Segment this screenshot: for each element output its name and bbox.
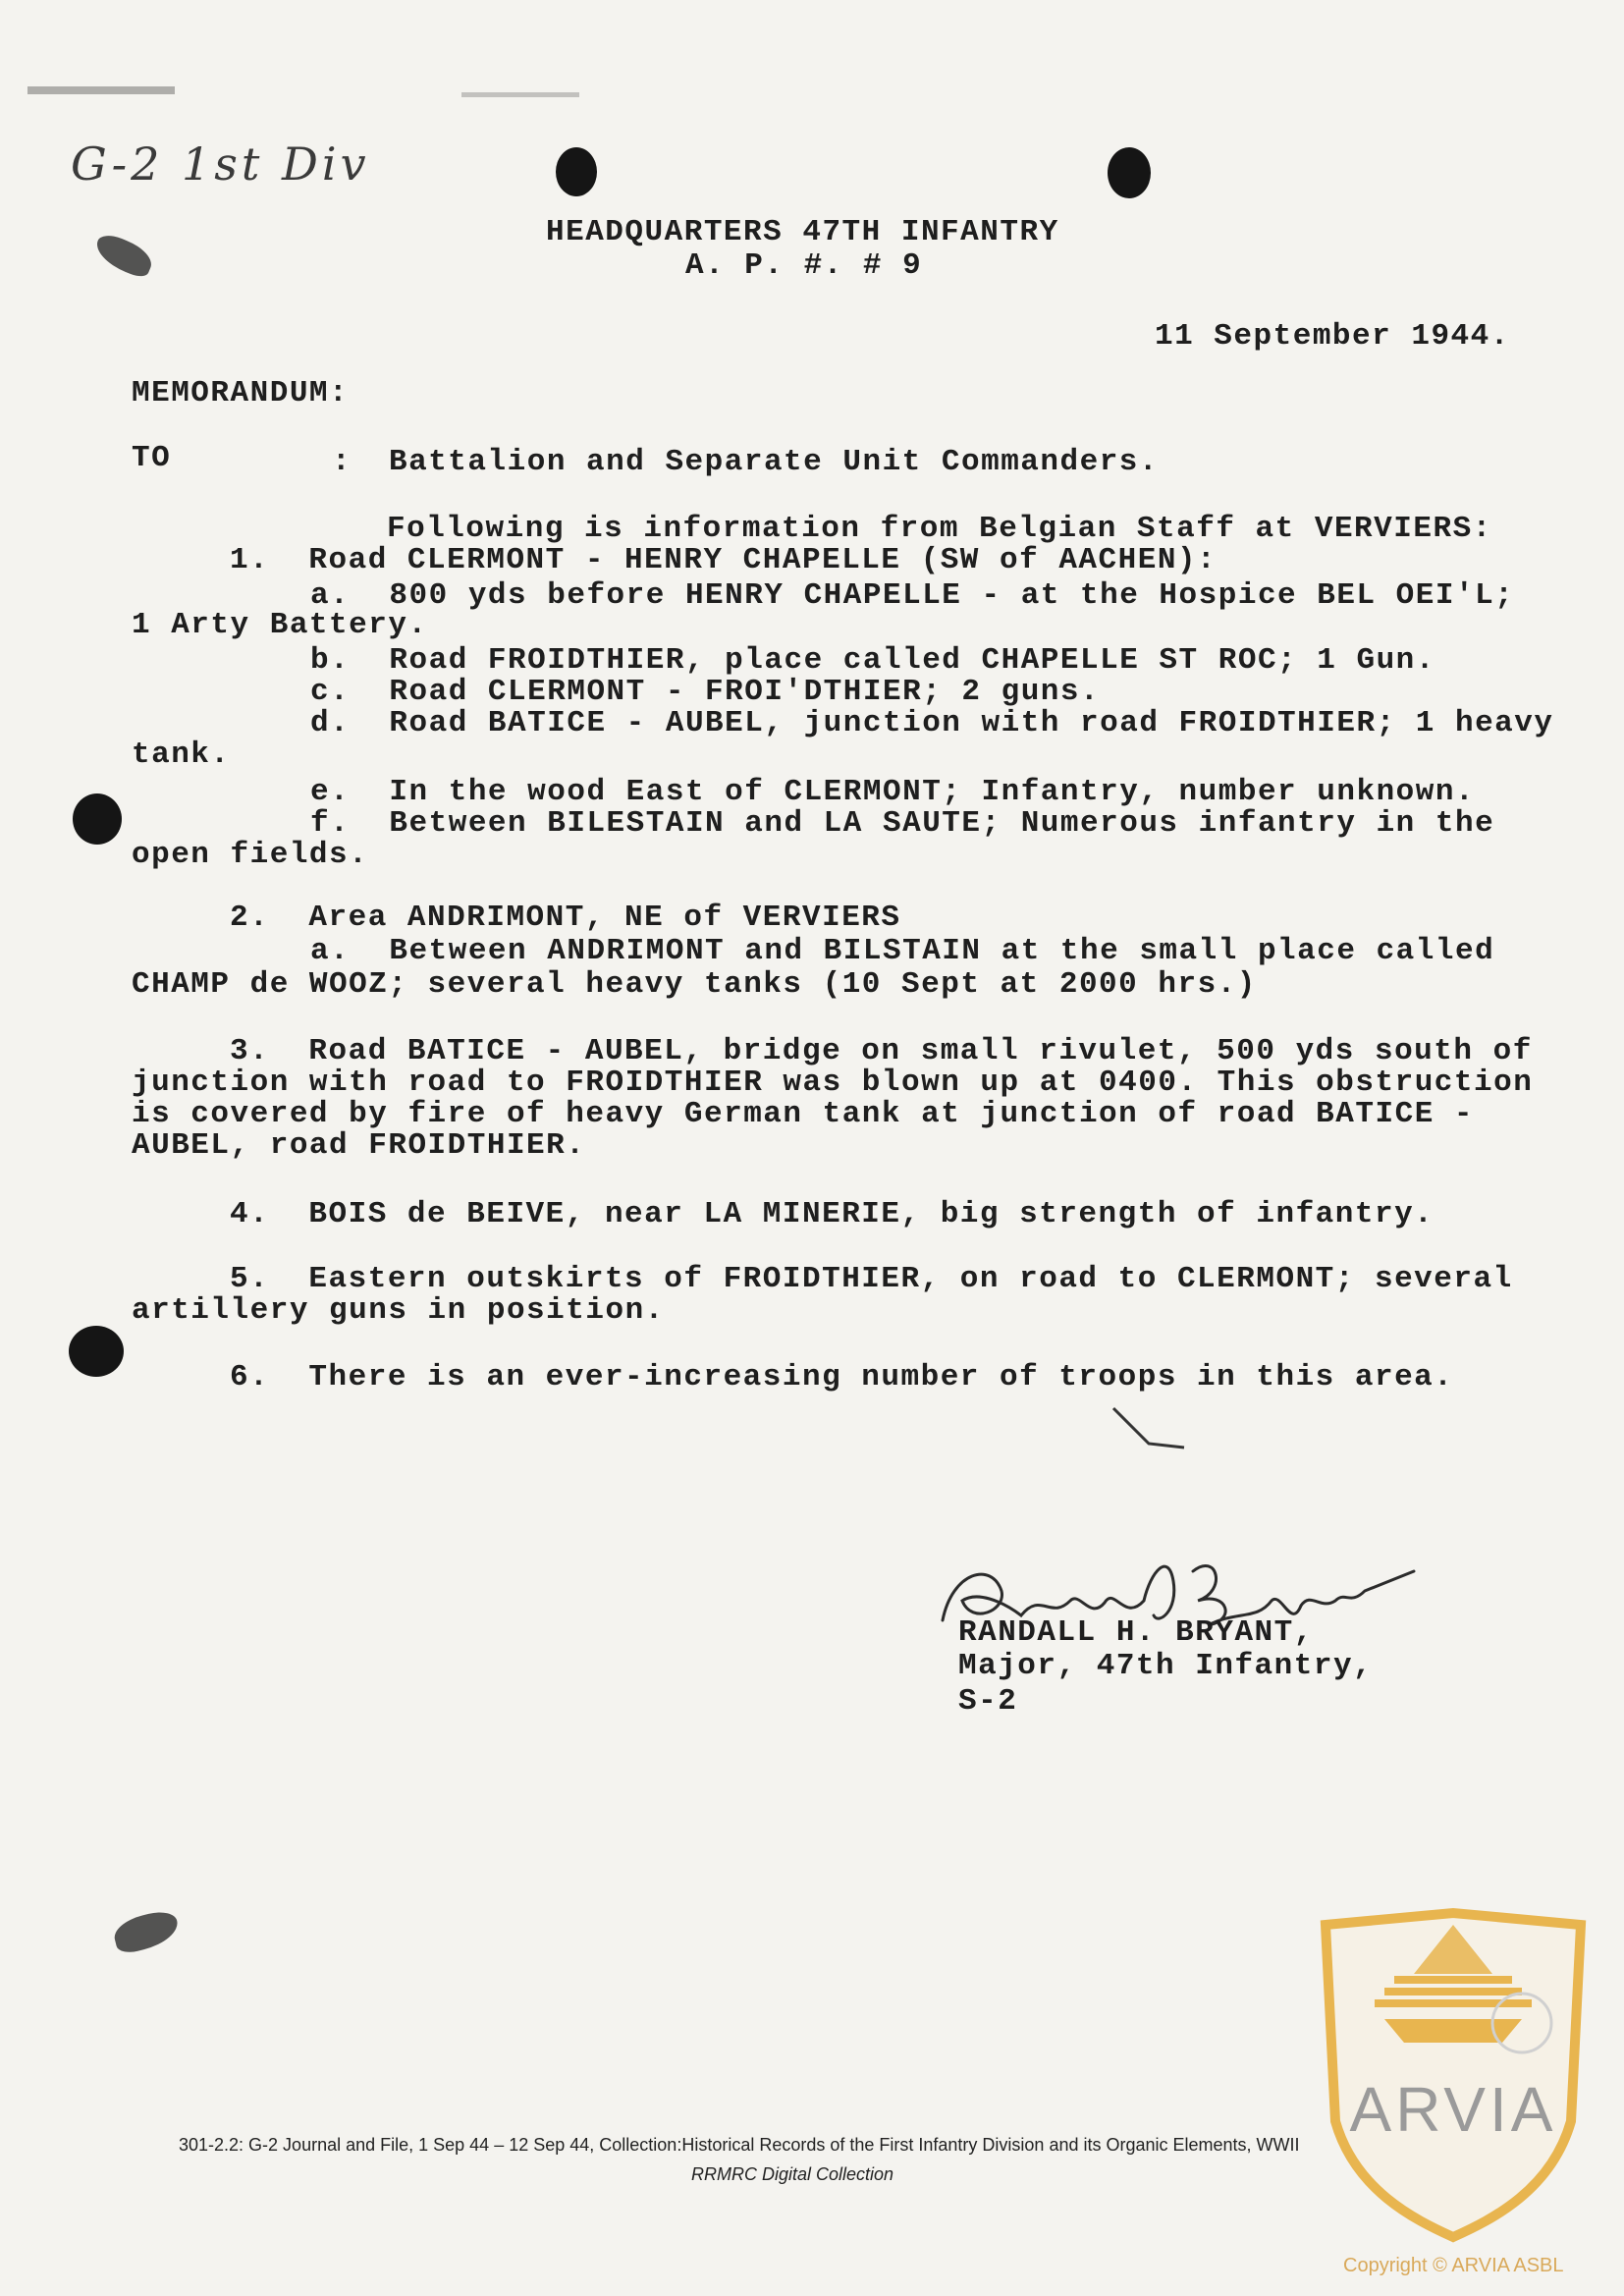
body-line: 1. Road CLERMONT - HENRY CHAPELLE (SW of AACHEN): — [230, 543, 1218, 577]
arvia-logo — [1306, 1905, 1600, 2249]
body-line: open fields. — [132, 838, 369, 872]
body-line: 5. Eastern outskirts of FROIDTHIER, on road to CLERMONT; several — [230, 1262, 1513, 1296]
punch-hole-mark — [69, 1326, 124, 1377]
body-line: 2. Area ANDRIMONT, NE of VERVIERS — [230, 901, 901, 935]
body-line: f. Between BILESTAIN and LA SAUTE; Numerous infantry in the — [310, 806, 1495, 841]
body-line: 4. BOIS de BEIVE, near LA MINERIE, big strength of infantry. — [230, 1197, 1435, 1231]
memo-label: MEMORANDUM: — [132, 376, 350, 410]
signatory-name: RANDALL H. BRYANT, — [958, 1615, 1314, 1650]
body-line: d. Road BATICE - AUBEL, junction with road FROIDTHIER; 1 heavy — [310, 706, 1554, 740]
body-line: is covered by fire of heavy German tank at junction of road BATICE - — [132, 1097, 1475, 1131]
header-line-1: HEADQUARTERS 47TH INFANTRY — [546, 215, 1059, 249]
ink-smudge — [111, 1908, 182, 1956]
header-line-2: A. P. #. # 9 — [685, 248, 923, 283]
signatory-role: S-2 — [958, 1684, 1018, 1719]
body-line: junction with road to FROIDTHIER was blown up at 0400. This obstruction — [132, 1066, 1534, 1100]
handwritten-note: G-2 1st Div — [71, 137, 370, 191]
intro-line: Following is information from Belgian Staff at VERVIERS: — [387, 512, 1492, 546]
body-line: 6. There is an ever-increasing number of troops in this area. — [230, 1360, 1454, 1394]
memo-date: 11 September 1944. — [1155, 319, 1510, 354]
body-line: tank. — [132, 738, 231, 772]
to-recipients: Battalion and Separate Unit Commanders. — [389, 445, 1160, 479]
body-line: 3. Road BATICE - AUBEL, bridge on small rivulet, 500 yds south of — [230, 1034, 1533, 1068]
body-line: c. Road CLERMONT - FROI'DTHIER; 2 guns. — [310, 675, 1101, 709]
body-line: a. 800 yds before HENRY CHAPELLE - at the Hospice BEL OEI'L; — [310, 578, 1515, 613]
pen-stroke — [1110, 1404, 1188, 1453]
top-scan-smudge-2 — [461, 92, 579, 97]
top-scan-smudge — [27, 86, 175, 94]
body-line: 1 Arty Battery. — [132, 608, 428, 642]
footer-collection: RRMRC Digital Collection — [691, 2164, 894, 2184]
body-line: a. Between ANDRIMONT and BILSTAIN at the small place called — [310, 934, 1495, 968]
logo-text: ARVIA — [1349, 2074, 1557, 2145]
copyright-notice: Copyright © ARVIA ASBL — [1343, 2255, 1564, 2276]
punch-hole-mark — [556, 147, 597, 196]
punch-hole-mark — [1108, 147, 1151, 198]
to-separator: : — [332, 445, 352, 479]
signatory-rank: Major, 47th Infantry, — [958, 1649, 1374, 1683]
punch-hole-mark — [73, 793, 122, 845]
body-line: b. Road FROIDTHIER, place called CHAPELLE ST ROC; 1 Gun. — [310, 643, 1435, 678]
footer-citation: 301-2.2: G-2 Journal and File, 1 Sep 44 – 12 Sep 44, Collection:Historical Records of the First Infantry Division and its Organic Elements, WWII — [179, 2135, 1300, 2155]
body-line: AUBEL, road FROIDTHIER. — [132, 1128, 586, 1163]
to-label: TO — [132, 441, 172, 475]
body-line: CHAMP de WOOZ; several heavy tanks (10 Sept at 2000 hrs.) — [132, 967, 1257, 1002]
body-line: e. In the wood East of CLERMONT; Infantry, number unknown. — [310, 775, 1476, 809]
body-line: artillery guns in position. — [132, 1293, 665, 1328]
ink-smudge — [91, 231, 157, 280]
